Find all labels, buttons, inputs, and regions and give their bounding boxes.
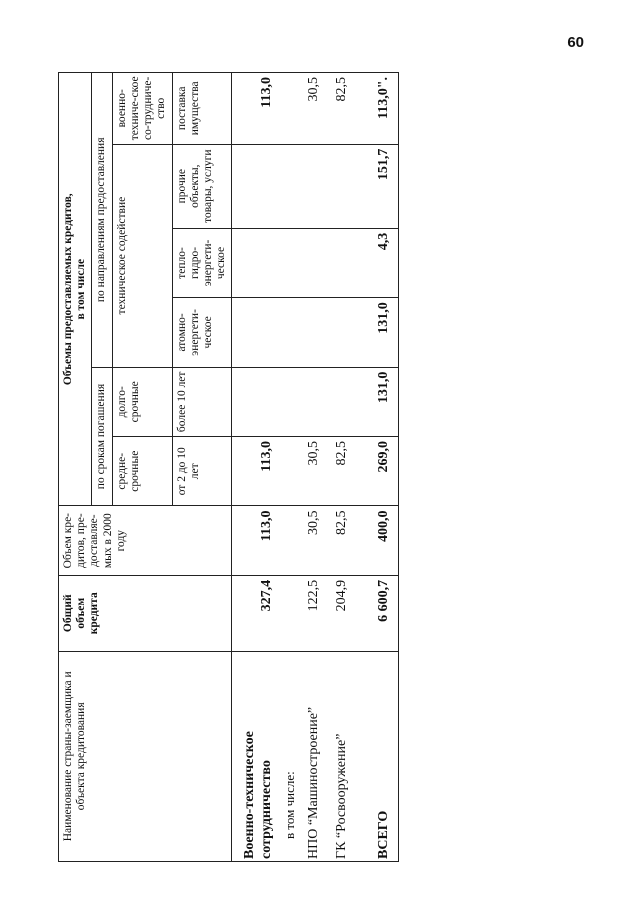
header-thermo: тепло-гидро-энергети-ческое — [172, 228, 232, 297]
cell-longterm: 131,0 — [356, 367, 399, 436]
cell-thermo — [232, 228, 281, 297]
cell-total: 122,5 — [300, 575, 328, 651]
header-mid-term: средне-срочные — [112, 437, 172, 506]
cell-other — [300, 144, 328, 228]
header-year-col: Объем кре-дитов, пре-доставляе-мых в 2000 году — [59, 506, 232, 575]
page-number: 60 — [567, 34, 584, 51]
cell-nuclear — [300, 298, 328, 367]
row-label: Военно-техническое сотрудничество — [232, 651, 281, 861]
header-term-over-10: более 10 лет — [172, 367, 232, 436]
cell-longterm — [328, 367, 356, 436]
row-label: ГК “Росвооружение” — [328, 651, 356, 861]
cell-nuclear — [328, 298, 356, 367]
header-term-2-10: от 2 до 10 лет — [172, 437, 232, 506]
rotated-content — [58, 72, 418, 862]
cell-thermo — [300, 228, 328, 297]
header-by-term: по срокам погашения — [92, 367, 112, 506]
header-tech-assist: техническое содействие — [112, 144, 172, 367]
cell-longterm — [300, 367, 328, 436]
credits-table — [58, 72, 399, 862]
cell-other — [232, 144, 281, 228]
header-by-direction: по направлениям предоставления — [92, 73, 112, 368]
cell-longterm — [232, 367, 281, 436]
table-row — [328, 73, 356, 862]
header-volumes-sub: в том числе — [75, 258, 88, 320]
header-total-col: Общий объем кредита — [59, 575, 232, 651]
table-row-total — [356, 73, 399, 862]
cell-midterm: 113,0 — [232, 437, 281, 506]
row-label: в том числе: — [281, 651, 300, 861]
cell-midterm: 82,5 — [328, 437, 356, 506]
cell-supply: 113,0 — [232, 73, 281, 145]
row-label: ВСЕГО — [356, 651, 399, 861]
table-row — [281, 73, 300, 862]
cell-year2000: 30,5 — [300, 506, 328, 575]
header-mil-tech: военно-техниче-ское со-трудниче-ство — [112, 73, 172, 145]
cell-supply: 30,5 — [300, 73, 328, 145]
cell-thermo: 4,3 — [356, 228, 399, 297]
cell-midterm: 269,0 — [356, 437, 399, 506]
header-nuclear: атомно-энергети-ческое — [172, 298, 232, 367]
table-row — [300, 73, 328, 862]
rotated-table-container — [58, 72, 418, 862]
header-name-col: Наименование страны-заемщика и объекта кредитования — [59, 651, 232, 861]
cell-thermo — [328, 228, 356, 297]
cell-year2000: 400,0 — [356, 506, 399, 575]
cell-nuclear: 131,0 — [356, 298, 399, 367]
row-label: НПО “Машиностроение” — [300, 651, 328, 861]
cell-total: 327,4 — [232, 575, 281, 651]
header-supply: поставка имущества — [172, 73, 232, 145]
cell-supply: 82,5 — [328, 73, 356, 145]
header-other-obj: прочие объекты, товары, услуги — [172, 144, 232, 228]
table-row — [232, 73, 281, 862]
cell-midterm: 30,5 — [300, 437, 328, 506]
cell-nuclear — [232, 298, 281, 367]
cell-total: 6 600,7 — [356, 575, 399, 651]
cell-year2000: 113,0 — [232, 506, 281, 575]
cell-other: 151,7 — [356, 144, 399, 228]
header-volumes — [59, 73, 92, 506]
cell-other — [328, 144, 356, 228]
cell-year2000: 82,5 — [328, 506, 356, 575]
cell-supply: 113,0". — [356, 73, 399, 145]
header-long-term: долго-срочные — [112, 367, 172, 436]
cell-total: 204,9 — [328, 575, 356, 651]
header-volumes-title: Объемы предоставляемых кредитов, — [62, 193, 74, 386]
